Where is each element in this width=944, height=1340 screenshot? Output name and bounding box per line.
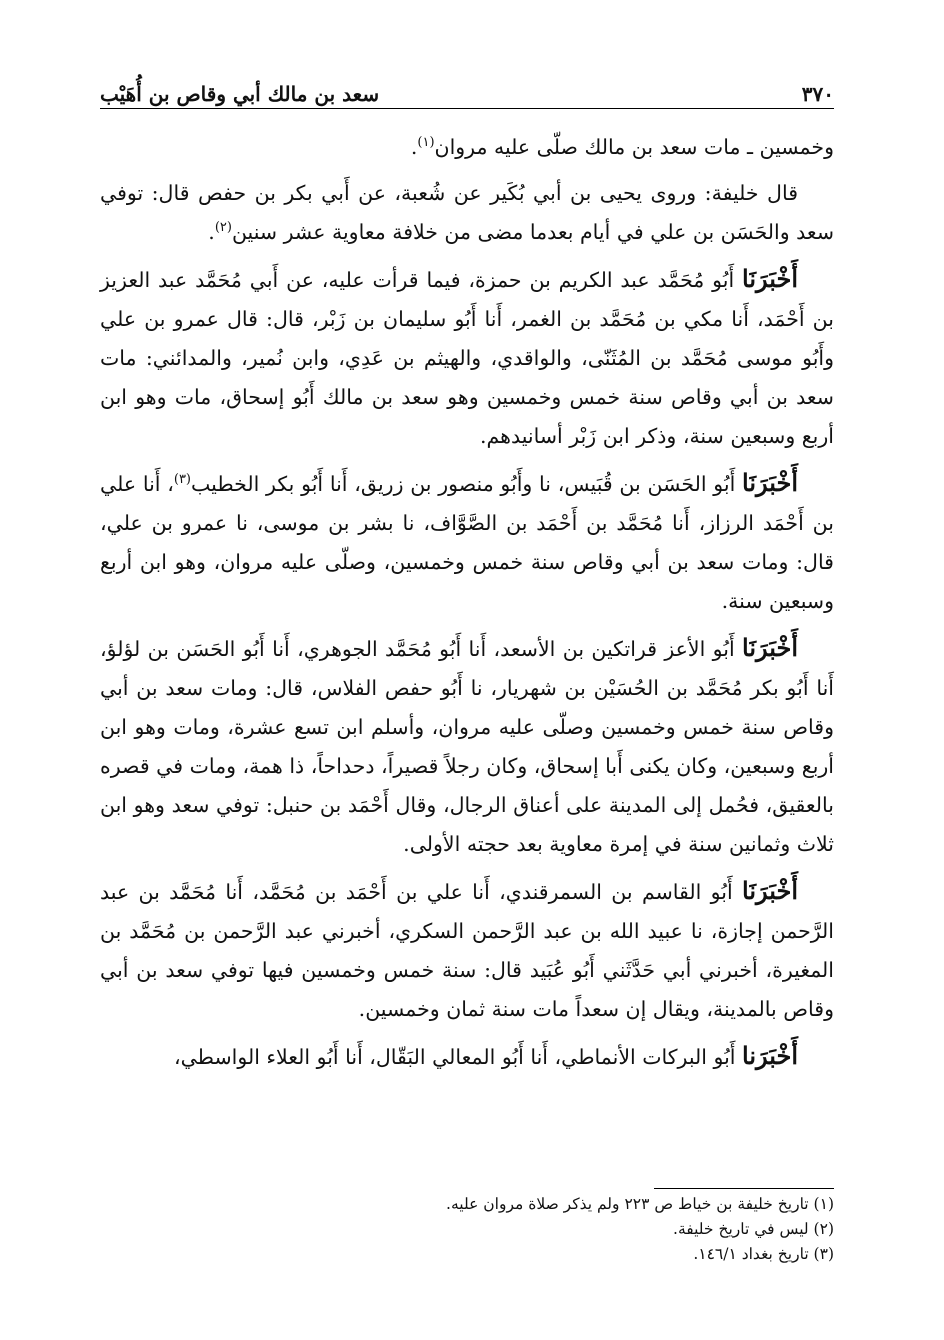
paragraph-lead: أَخْبَرَنَا xyxy=(742,468,798,497)
paragraph-tail: . xyxy=(410,135,418,159)
paragraph-text: وخمسين ـ مات سعد بن مالك صلّى عليه مروان xyxy=(434,135,834,159)
paragraph xyxy=(100,259,834,456)
paragraph xyxy=(100,174,834,252)
paragraph-lead: أَخْبَرَنَا xyxy=(742,633,798,662)
paragraph-text: أَبُو القاسم بن السمرقندي، أَنا علي بن أَحْمَد بن مُحَمَّد، أَنا مُحَمَّد بن عبد الرَّحمن إجازة، نا عبيد الله بن عبد الرَّحمن السكري، أخبرني عبد الرَّحمن بن مُحَمَّد بن المغيرة، أخبرني أبي حَدَّثَني أَبُو عُبَيد قال: سنة خمس وخمسين فيها توفي سعد بن أبي وقاص بالمدينة، ويقال إن سعداً مات سنة ثمان وخمسين. xyxy=(100,880,834,1021)
paragraph-lead: أَخْبَرَنَا xyxy=(742,876,798,905)
footnote: (٢) ليس في تاريخ خليفة. xyxy=(673,1220,834,1238)
footnote-ref: (٢) xyxy=(214,220,232,236)
header-rule xyxy=(100,108,834,109)
paragraph xyxy=(100,628,834,864)
paragraph-lead: أَخْبَرَنا xyxy=(742,1041,798,1070)
footnote: (١) تاريخ خليفة بن خياط ص ٢٢٣ ولم يذكر صلاة مروان عليه. xyxy=(446,1195,834,1213)
footnote-ref: (١) xyxy=(417,135,435,151)
paragraph-text: قال خليفة: وروى يحيى بن أبي بُكَير عن شُعبة، عن أَبي بكر بن حفص قال: توفي سعد والحَسَن بن علي في أيام بعدما مضى من خلافة معاوية عشر سنين xyxy=(100,181,834,244)
paragraph-tail: ، أَنا علي بن أَحْمَد الرزاز، أَنا مُحَمَّد بن أَحْمَد بن الصَّوَّاف، نا بشر بن موسى، نا عمرو بن علي، قال: ومات سعد بن أبي وقاص سنة خمس وخمسين، وصلّى عليه مروان، وهو ابن أربع وسبعين سنة. xyxy=(100,472,834,613)
paragraph xyxy=(100,463,834,621)
running-title: سعد بن مالك أبي وقاص بن أُهَيْب xyxy=(100,82,380,106)
paragraph-tail: . xyxy=(208,220,215,244)
paragraph-text: أَبُو الحَسَن بن قُبَيس، نا وأَبُو منصور بن زريق، أَنا أَبُو بكر الخطيب xyxy=(191,472,743,496)
paragraph-lead: أَخْبَرَنَا xyxy=(742,264,798,293)
paragraph-text: أَبُو مُحَمَّد عبد الكريم بن حمزة، فيما قرأت عليه، عن أَبي مُحَمَّد عبد العزيز بن أَحْمَد، أَنا مكي بن مُحَمَّد بن الغمر، أَنا أَبُو سليمان بن زَبْر، قال: قال عمرو بن علي وأَبُو موسى مُحَمَّد بن المُثَنّى، والواقدي، والهيثم بن عَدِي، وابن نُمير، والمدائني: مات سعد بن أبي وقاص سنة خمس وخمسين وهو سعد بن مالك أَبُو إسحاق، مات وهو ابن أربع وسبعين سنة، وذكر ابن زَبْر أسانيدهم. xyxy=(100,268,834,448)
paragraph-text: أَبُو البركات الأنماطي، أَنا أَبُو المعالي البَقّال، أَنا أَبُو العلاء الواسطي، xyxy=(173,1045,743,1069)
paragraph-text: أَبُو الأعز قراتكين بن الأسعد، أَنا أَبُو مُحَمَّد الجوهري، أَنا أَبُو الحَسَن بن لؤلؤ، أَنا أَبُو بكر مُحَمَّد بن الحُسَيْن بن شهريار، نا أَبُو حفص الفلاس، قال: ومات سعد بن أبي وقاص سنة خمس وخمسين وصلّى عليه مروان، وأسلم ابن تسع عشرة، ومات وهو ابن أربع وسبعين، وكان يكنى أَبا إسحاق، وكان رجلاً قصيراً، دحداحاً، ذا همة، ومات في قصره بالعقيق، فحُمل إلى المدينة على أعناق الرجال، وقال أَحْمَد بن حنبل: توفي سعد وهو ابن ثلاث وثمانين سنة في إمرة معاوية بعد حجته الأولى. xyxy=(100,637,834,856)
footnote-rule xyxy=(654,1188,834,1189)
paragraph xyxy=(100,871,834,1029)
main-text xyxy=(100,128,834,1084)
paragraph xyxy=(100,1036,834,1077)
page-number: ٣٧٠ xyxy=(801,82,834,106)
page-header xyxy=(100,70,834,106)
footnote: (٣) تاريخ بغداد ١٤٦/١. xyxy=(693,1245,834,1263)
footnotes xyxy=(100,1192,834,1267)
paragraph xyxy=(100,128,834,167)
footnote-ref: (٣) xyxy=(173,472,191,488)
